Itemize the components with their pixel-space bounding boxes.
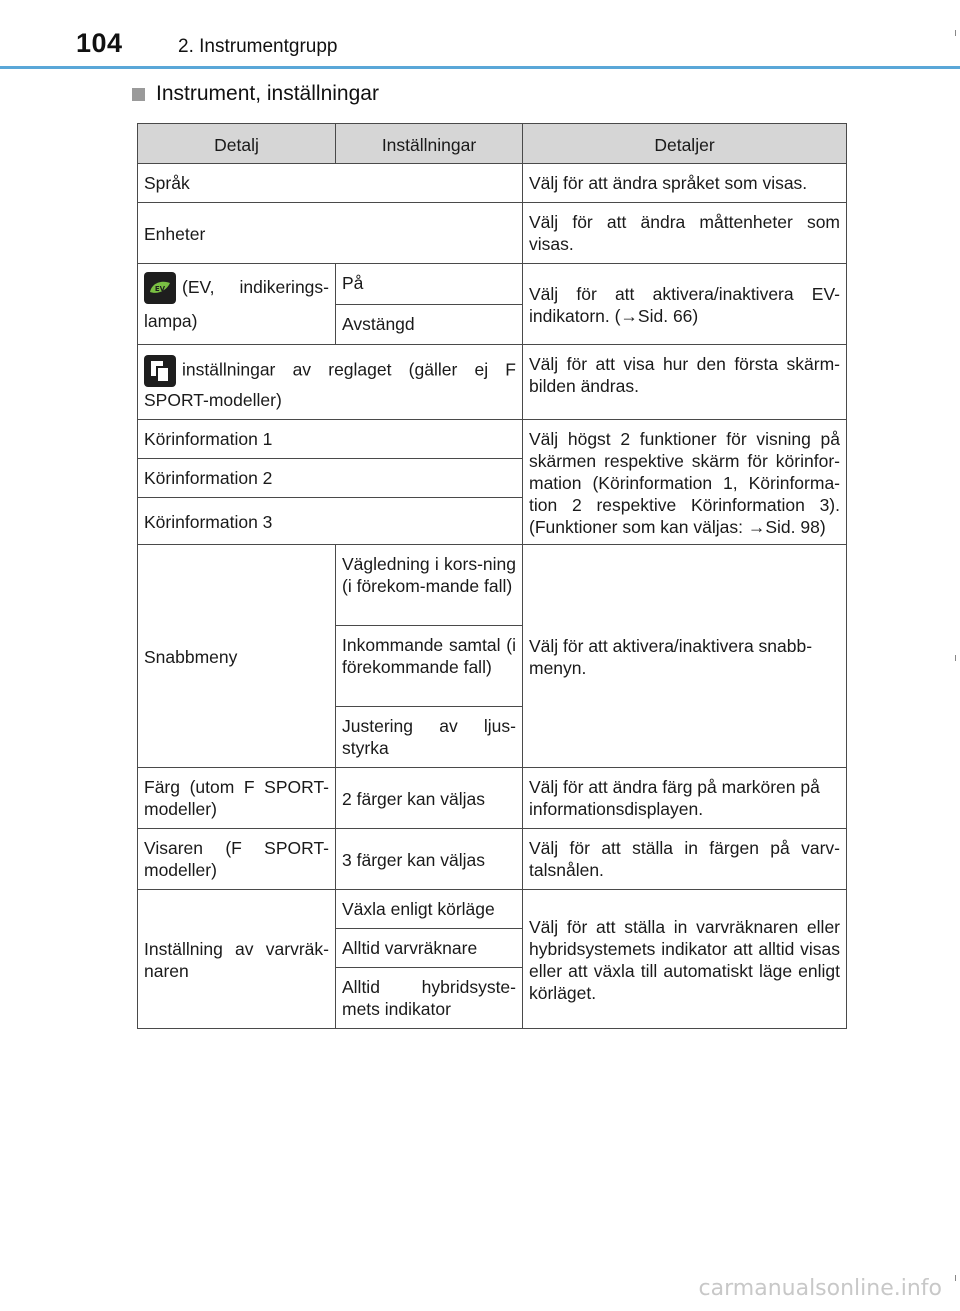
table-cell: Välj för att ändra måttenheter som visas. — [523, 203, 847, 264]
table-row — [138, 164, 847, 203]
crop-mark — [955, 1275, 956, 1281]
table-cell: Välj för att ändra färg på markören på informationsdisplayen. — [523, 768, 847, 829]
table-cell: Välj för att visa hur den första skärm-bilden ändras. — [523, 345, 847, 420]
table-cell: Välj för att ställa in färgen på varv-talsnålen. — [523, 829, 847, 890]
table-cell: Språk — [138, 164, 523, 203]
column-header: Detaljer — [523, 124, 847, 164]
table-cell — [138, 264, 336, 345]
switch-item-label: inställningar av reglaget (gäller ej F SPORT-modeller) — [144, 360, 516, 411]
table-cell: Enheter — [138, 203, 523, 264]
section-title: Instrument, inställningar — [156, 82, 379, 105]
column-header: Detalj — [138, 124, 336, 164]
table-cell: Alltid varvräknare — [336, 929, 523, 968]
header-rule — [0, 66, 960, 69]
table-cell: Välj för att ställa in varvräknaren eller hybridsystemets indikator att alltid visas eller att växla till automatiskt läge enligt körläget. — [523, 890, 847, 1029]
crop-mark — [955, 655, 956, 661]
table-cell: Snabbmeny — [138, 545, 336, 768]
table-cell: Inkommande samtal (i förekommande fall) — [336, 626, 523, 707]
crop-mark — [955, 30, 956, 36]
table-cell: Körinformation 3 — [138, 498, 523, 545]
watermark: carmanualsonline.info — [698, 1276, 942, 1301]
ev-indicator-icon — [144, 272, 176, 304]
section-heading — [132, 82, 379, 106]
table-cell: Vägledning i kors-ning (i förekom-mande fall) — [336, 545, 523, 626]
ev-item-label: (EV, indikerings-lampa) — [144, 277, 329, 332]
table-row — [138, 420, 847, 459]
table-cell: På — [336, 264, 523, 305]
table-cell: Välj för att aktivera/inaktivera snabb-menyn. — [523, 545, 847, 768]
table-cell — [138, 345, 523, 420]
table-header-row — [138, 124, 847, 164]
table-cell: Välj för att ändra språket som visas. — [523, 164, 847, 203]
table-row — [138, 829, 847, 890]
table-row — [138, 768, 847, 829]
table-cell: Visaren (F SPORT-modeller) — [138, 829, 336, 890]
table-cell: Körinformation 2 — [138, 459, 523, 498]
table-row — [138, 545, 847, 626]
table-cell: Inställning av varvräk-naren — [138, 890, 336, 1029]
table-cell: Välj för att aktivera/inaktivera EV-indikatorn. (→Sid. 66) — [523, 264, 847, 345]
table-row — [138, 345, 847, 420]
column-header: Inställningar — [336, 124, 523, 164]
chapter-title: 2. Instrumentgrupp — [178, 36, 338, 57]
settings-table — [137, 123, 847, 1029]
table-cell: Körinformation 1 — [138, 420, 523, 459]
table-cell: Alltid hybridsyste-mets indikator — [336, 968, 523, 1029]
table-row — [138, 203, 847, 264]
table-cell: Välj högst 2 funktioner för visning på skärmen respektive skärm för körinfor-mation (Körinformation 1, Körinforma-tion 2 respektive Körinformation 3). (Funktioner som kan väljas: →Sid. 98) — [523, 420, 847, 545]
page-number: 104 — [76, 28, 123, 58]
table-cell: 3 färger kan väljas — [336, 829, 523, 890]
table-row — [138, 890, 847, 929]
square-bullet-icon — [132, 88, 145, 101]
table-cell: Färg (utom F SPORT-modeller) — [138, 768, 336, 829]
table-cell: Avstängd — [336, 304, 523, 345]
page-header — [0, 0, 960, 70]
table-cell: 2 färger kan väljas — [336, 768, 523, 829]
table-cell: Justering av ljus-styrka — [336, 707, 523, 768]
table-row — [138, 264, 847, 305]
svg-text:EV: EV — [154, 285, 166, 294]
switch-screens-icon — [144, 355, 176, 387]
table-cell: Växla enligt körläge — [336, 890, 523, 929]
